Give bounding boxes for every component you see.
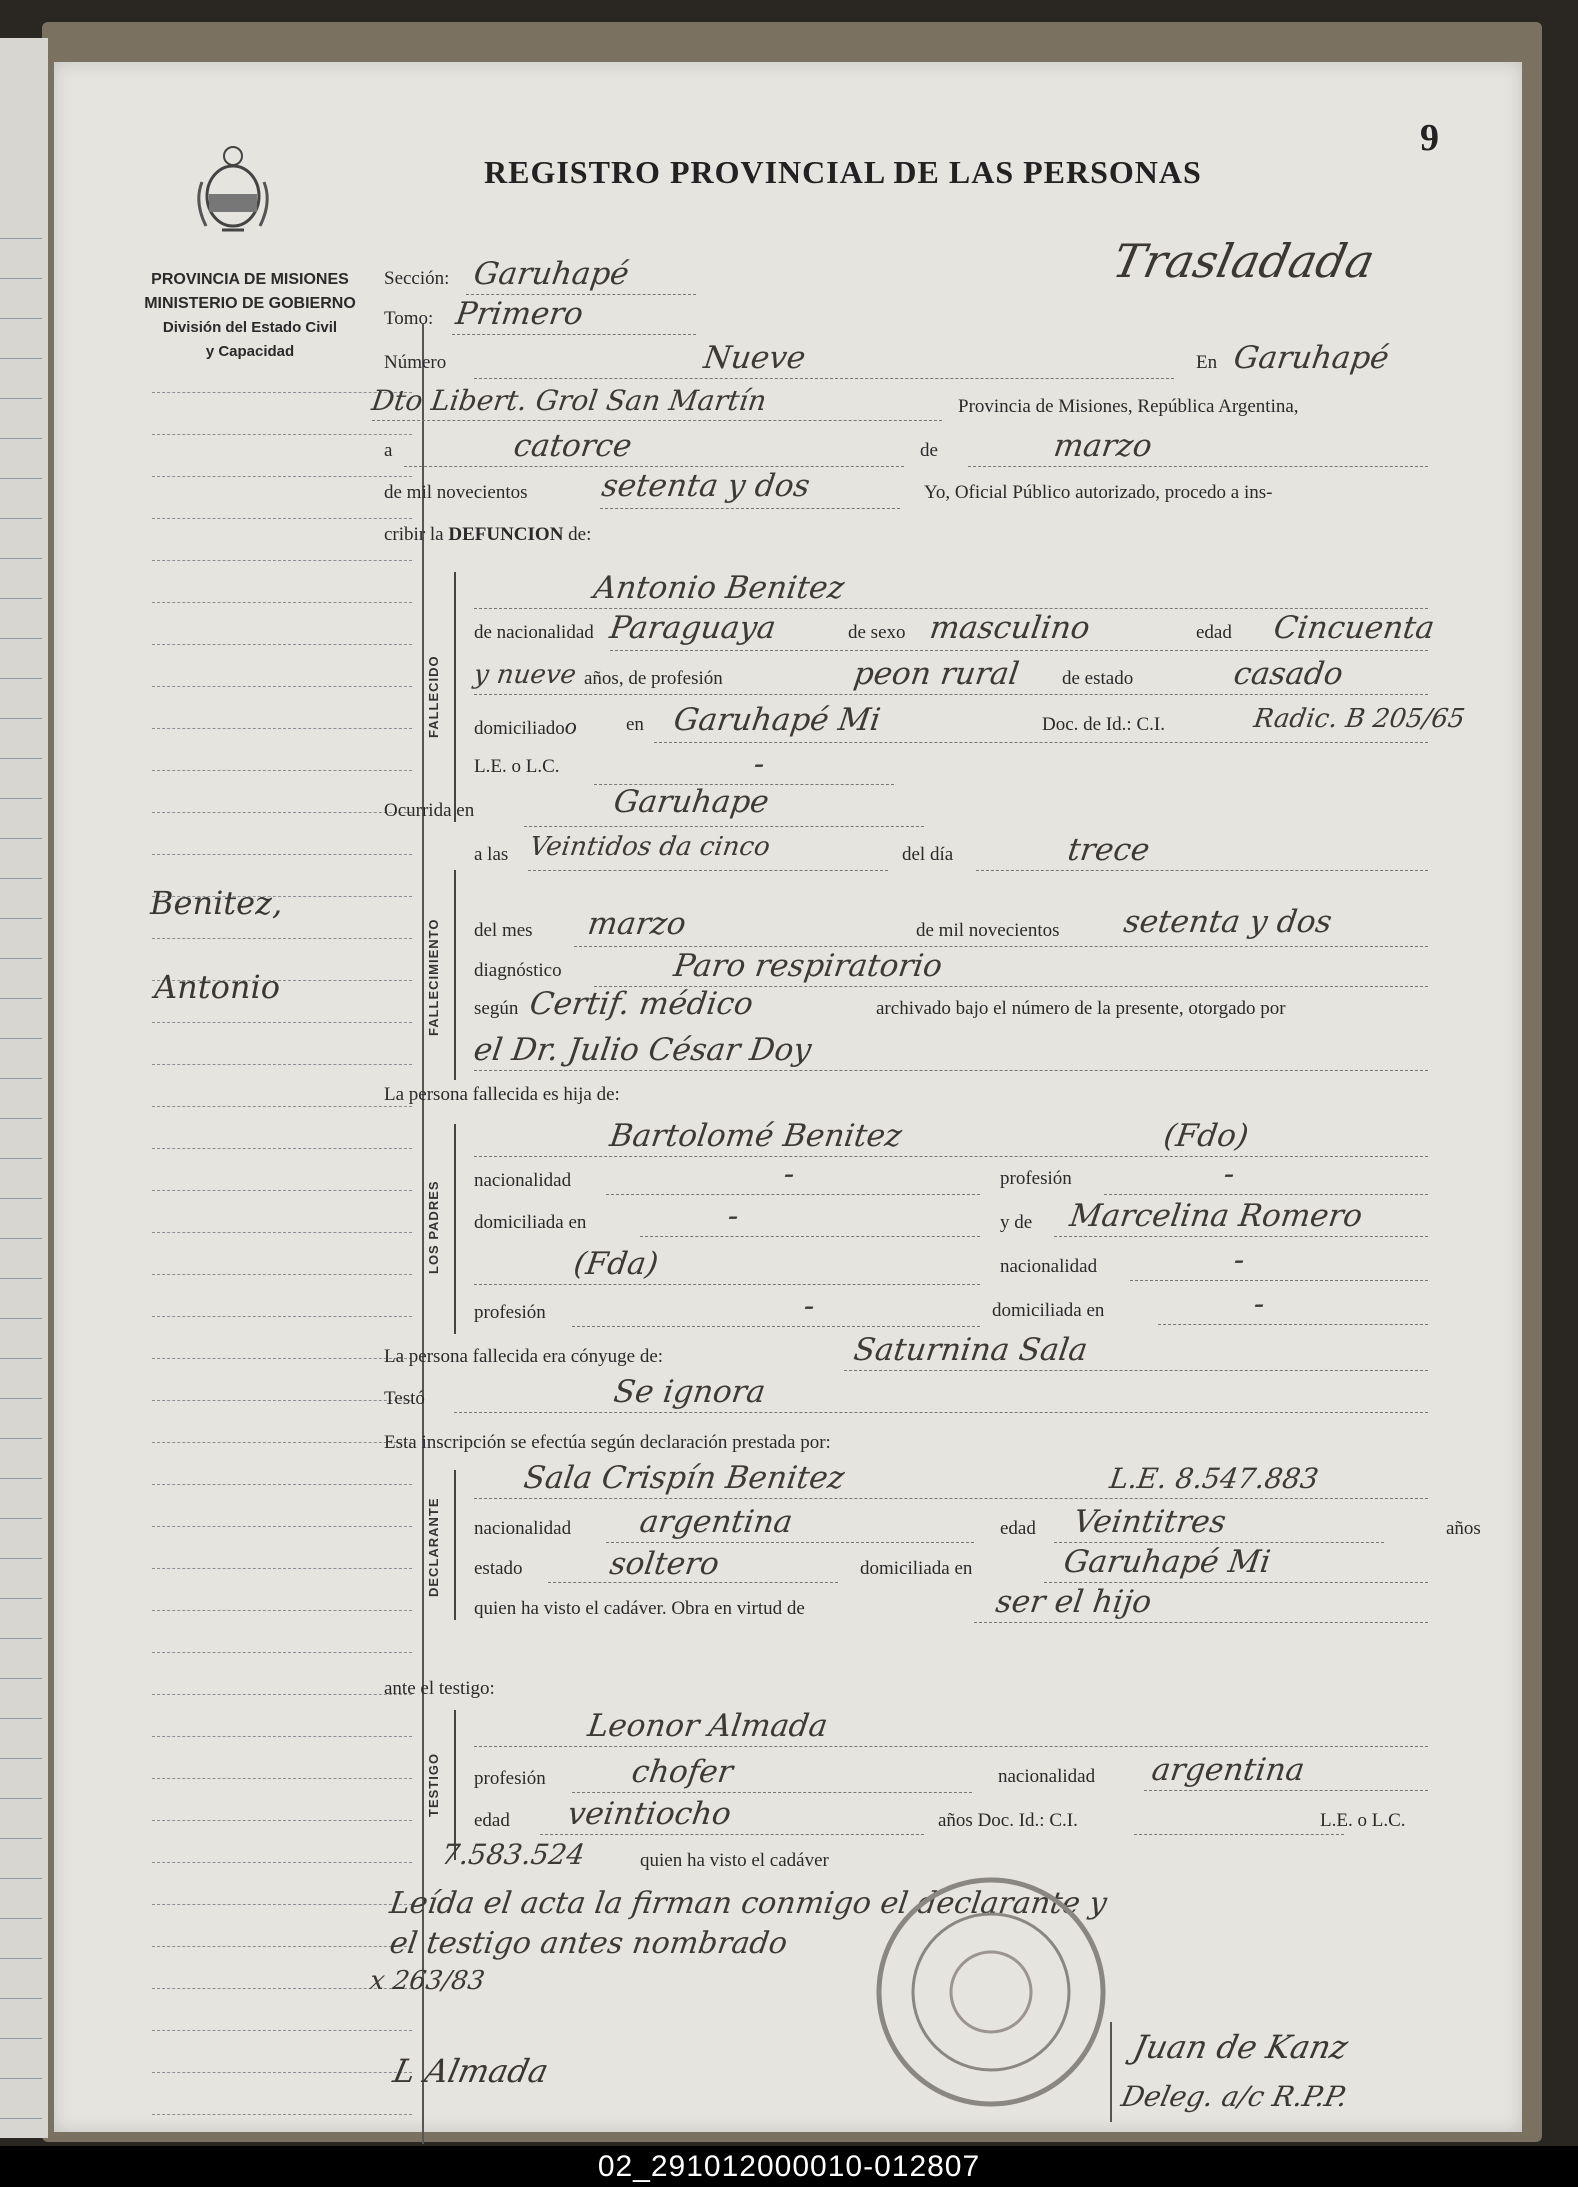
field-line (548, 1582, 838, 1583)
label-declarante-domiciliada: domiciliada en (860, 1558, 973, 1579)
left-page-rule-line (0, 1238, 42, 1239)
signature-oficial: Juan de Kanz (1129, 2028, 1352, 2066)
left-page-rule-line (0, 358, 42, 359)
margin-rule-line (152, 812, 412, 813)
ministry-line-1: PROVINCIA DE MISIONES (151, 271, 349, 288)
margin-rule-line (152, 1904, 412, 1905)
label-provincia: Provincia de Misiones, República Argentina, (958, 396, 1299, 417)
margin-given-name: Antonio (154, 968, 280, 1006)
left-page-rule-line (0, 718, 42, 719)
closing-line-3: x 263/83 (367, 1966, 487, 1996)
field-line (572, 1326, 980, 1327)
margin-rule-line (152, 1652, 412, 1653)
field-line (1104, 1194, 1428, 1195)
value-dia-fallecimiento: trece (1065, 832, 1152, 868)
margin-rule-line (152, 686, 412, 687)
left-page-rule-line (0, 958, 42, 959)
field-line (640, 1236, 980, 1237)
label-conyuge: La persona fallecida era cónyuge de: (384, 1346, 664, 1367)
value-testigo-edad: veintiocho (565, 1796, 734, 1832)
margin-ruled-column (152, 392, 412, 2152)
field-line (600, 508, 900, 509)
left-page-rule-line (0, 398, 42, 399)
label-ante-testigo: ante el testigo: (384, 1678, 495, 1699)
left-page-rule-line (0, 878, 42, 879)
left-page-rule-line (0, 1118, 42, 1119)
label-diagnostico: diagnóstico (474, 960, 562, 981)
margin-rule-line (152, 1484, 412, 1485)
left-page-rule-line (0, 1558, 42, 1559)
value-declarante-edad: Veintitres (1071, 1504, 1229, 1540)
label-en: En (1196, 352, 1218, 373)
value-declarante: Sala Crispín Benitez (521, 1460, 847, 1496)
value-madre: Marcelina Romero (1067, 1198, 1365, 1234)
value-estado: casado (1231, 656, 1346, 692)
margin-rule-line (152, 434, 412, 435)
value-edad: Cincuenta (1271, 610, 1437, 646)
value-le-lc: - (751, 746, 768, 782)
value-tomo: Primero (453, 296, 586, 332)
label-nacionalidad: de nacionalidad (474, 622, 594, 643)
left-page-rule-line (0, 2078, 42, 2079)
field-line (474, 1070, 1428, 1071)
left-page-rule-line (0, 1038, 42, 1039)
signature-testigo: L Almada (389, 2052, 552, 2090)
label-declarante-estado: estado (474, 1558, 523, 1579)
label-declarante-edad: edad (1000, 1518, 1036, 1539)
section-label-fallecido: FALLECIDO (426, 655, 441, 739)
left-page-rule-line (0, 758, 42, 759)
value-mes-fallecimiento: marzo (585, 906, 689, 942)
label-anos-doc: años Doc. Id.: C.I. (938, 1810, 1078, 1831)
left-page-rule-line (0, 998, 42, 999)
margin-rule-line (152, 1190, 412, 1191)
left-page-rule-line (0, 1518, 42, 1519)
field-line (372, 420, 942, 421)
value-madre-domicilio: - (1251, 1286, 1268, 1322)
value-segun: Certif. médico (527, 986, 756, 1022)
value-padre-domicilio: - (725, 1198, 742, 1234)
value-testigo-nacionalidad: argentina (1149, 1752, 1307, 1788)
value-sexo: masculino (927, 610, 1093, 646)
left-page-rule-line (0, 1598, 42, 1599)
value-madre-nacionalidad: - (1231, 1242, 1248, 1278)
margin-rule-line (152, 1022, 412, 1023)
image-caption: 02_291012000010-012807 (0, 2146, 1578, 2187)
label-del-dia: del día (902, 844, 954, 865)
value-testigo-profesion: chofer (629, 1754, 736, 1790)
label-quien-visto-2: quien ha visto el cadáver (640, 1850, 829, 1871)
margin-rule-line (152, 1274, 412, 1275)
ministry-header (110, 268, 390, 364)
margin-rule-line (152, 1232, 412, 1233)
field-line (524, 826, 924, 827)
left-page-rule-line (0, 1638, 42, 1639)
label-estado: de estado (1062, 668, 1134, 689)
left-page-rule-line (0, 558, 42, 559)
margin-rule-line (152, 770, 412, 771)
signature-oficial-title: Deleg. a/c R.P.P. (1118, 2080, 1351, 2113)
label-testigo-edad: edad (474, 1810, 510, 1831)
label-hija-de: La persona fallecida es hija de: (384, 1084, 620, 1105)
value-madre-fda: (Fda) (571, 1246, 661, 1282)
margin-rule-line (152, 1862, 412, 1863)
margin-rule-line (152, 1442, 412, 1443)
left-page-rule-line (0, 1678, 42, 1679)
field-line (404, 466, 904, 467)
label-del-mes: del mes (474, 920, 533, 941)
margin-rule-line (152, 1736, 412, 1737)
value-testigo: Leonor Almada (585, 1708, 830, 1744)
label-de-mil-fallecimiento: de mil novecientos (916, 920, 1060, 941)
label-en-domicilio: en (626, 714, 644, 735)
field-line (606, 1542, 974, 1543)
signature-stroke (1110, 2022, 1112, 2122)
label-ocurrida: Ocurrida en (384, 800, 475, 821)
left-page-rule-line (0, 518, 42, 519)
left-page-rule-line (0, 1358, 42, 1359)
value-anio-fallecimiento: setenta y dos (1121, 904, 1335, 940)
value-madre-profesion: - (801, 1288, 818, 1324)
value-ocurrida: Garuhape (611, 784, 772, 820)
label-numero: Número (384, 352, 447, 373)
section-bracket-padres (454, 1124, 456, 1334)
value-distrito: Dto Libert. Grol San Martín (369, 384, 769, 417)
label-anos: años (1446, 1518, 1481, 1539)
margin-rule-line (152, 2114, 412, 2115)
value-domicilio: Garuhapé Mi (671, 702, 883, 738)
value-nombre-fallecido: Antonio Benitez (591, 570, 847, 606)
label-sexo: de sexo (848, 622, 906, 643)
field-line (474, 608, 1428, 609)
left-page-rule-line (0, 1278, 42, 1279)
left-page-rule-line (0, 598, 42, 599)
left-page-rule-line (0, 2118, 42, 2119)
ministry-line-4: y Capacidad (205, 343, 295, 360)
field-line (572, 1792, 972, 1793)
field-line (968, 466, 1428, 467)
field-line (474, 1284, 980, 1285)
margin-rule-line (152, 518, 412, 519)
field-line (606, 1194, 980, 1195)
left-page-rule-line (0, 1478, 42, 1479)
left-page-rule-line (0, 1078, 42, 1079)
margin-rule-line (152, 1694, 412, 1695)
section-label-declarante: DECLARANTE (426, 1497, 441, 1597)
value-declarante-domicilio: Garuhapé Mi (1061, 1544, 1273, 1580)
left-page-rule-line (0, 478, 42, 479)
margin-rule-line (152, 644, 412, 645)
value-doc: Radic. B 205/65 (1251, 704, 1467, 734)
left-page-rule-line (0, 1398, 42, 1399)
margin-rule-line (152, 2072, 412, 2073)
label-madre-profesion: profesión (474, 1302, 546, 1323)
value-declarante-estado: soltero (607, 1546, 722, 1582)
value-numero: Nueve (701, 340, 808, 376)
field-line (454, 1412, 1428, 1413)
field-line (976, 870, 1428, 871)
left-page-rule-line (0, 1318, 42, 1319)
margin-rule-line (152, 1820, 412, 1821)
label-quien-visto: quien ha visto el cadáver. Obra en virtud de (474, 1598, 805, 1619)
left-page-rule-line (0, 1438, 42, 1439)
register-page (54, 62, 1522, 2132)
label-seccion: Sección: (384, 268, 450, 289)
field-line (610, 650, 1428, 651)
label-y-de: y de (1000, 1212, 1033, 1233)
field-line (452, 334, 696, 335)
margin-rule-line (152, 2030, 412, 2031)
vertical-divider (422, 324, 424, 2144)
margin-rule-line (152, 1610, 412, 1611)
left-page-rule-line (0, 1798, 42, 1799)
left-page-rule-line (0, 638, 42, 639)
section-bracket-fallecimiento (454, 870, 456, 1080)
label-testigo-nacionalidad: nacionalidad (998, 1766, 1096, 1787)
left-page-rule-line (0, 238, 42, 239)
left-page-rule-line (0, 2038, 42, 2039)
margin-rule-line (152, 1316, 412, 1317)
label-declarante-nacionalidad: nacionalidad (474, 1518, 572, 1539)
margin-rule-line (152, 1400, 412, 1401)
section-bracket-declarante (454, 1470, 456, 1620)
value-padre: Bartolomé Benitez (607, 1118, 905, 1154)
value-diagnostico: Paro respiratorio (671, 948, 945, 984)
field-line (844, 1370, 1428, 1371)
label-testo: Testó (384, 1388, 425, 1409)
margin-rule-line (152, 476, 412, 477)
value-conyuge: Saturnina Sala (851, 1332, 1090, 1368)
value-edad-2: y nueve (471, 660, 579, 690)
section-bracket-fallecido (454, 572, 456, 822)
label-padre-domiciliada: domiciliada en (474, 1212, 587, 1233)
margin-rule-line (152, 938, 412, 939)
value-lugar: Garuhapé (1231, 340, 1392, 376)
section-label-padres: LOS PADRES (426, 1180, 441, 1274)
margin-rule-line (152, 854, 412, 855)
value-declarante-doc: L.E. 8.547.883 (1107, 1462, 1321, 1495)
field-line (540, 1834, 924, 1835)
page-number: 9 (1420, 117, 1439, 159)
field-line (1158, 1324, 1428, 1325)
field-line (474, 1746, 1428, 1747)
closing-line-2: el testigo antes nombrado (387, 1926, 790, 1961)
coat-of-arms-seal (192, 142, 274, 238)
value-testo: Se ignora (611, 1374, 768, 1410)
label-inscripcion: Esta inscripción se efectúa según declaración prestada por: (384, 1432, 831, 1453)
margin-rule-line (152, 1064, 412, 1065)
left-page-rule-line (0, 838, 42, 839)
left-page-rule-line (0, 1158, 42, 1159)
value-padre-fdo: (Fdo) (1161, 1118, 1251, 1154)
value-mes: marzo (1051, 428, 1155, 464)
field-line (1054, 1542, 1384, 1543)
margin-rule-line (152, 728, 412, 729)
ministry-line-3: División del Estado Civil (162, 319, 338, 336)
value-profesion: peon rural (851, 656, 1022, 692)
field-line (654, 742, 1428, 743)
label-testigo-profesion: profesión (474, 1768, 546, 1789)
label-tomo: Tomo: (384, 308, 434, 329)
left-page-rule-line (0, 918, 42, 919)
value-hora: Veintidos da cinco (527, 832, 772, 862)
margin-rule-line (152, 1946, 412, 1947)
margin-rule-line (152, 1778, 412, 1779)
label-edad: edad (1196, 622, 1232, 643)
label-archivado: archivado bajo el número de la presente, otorgado por (876, 998, 1286, 1019)
value-nacionalidad: Paraguaya (607, 610, 779, 646)
margin-rule-line (152, 602, 412, 603)
left-page-rule-line (0, 1838, 42, 1839)
left-page-rule-line (0, 438, 42, 439)
field-line (1144, 1790, 1428, 1791)
label-yo-oficial: Yo, Oficial Público autorizado, procedo a ins- (924, 482, 1273, 503)
label-anos-profesion: años, de profesión (584, 668, 723, 689)
label-madre-nacionalidad: nacionalidad (1000, 1256, 1098, 1277)
label-padre-nacionalidad: nacionalidad (474, 1170, 572, 1191)
margin-rule-line (152, 1106, 412, 1107)
margin-surname: Benitez, (150, 884, 283, 922)
left-page-rule-line (0, 1918, 42, 1919)
left-page-rule-line (0, 278, 42, 279)
field-line (528, 870, 888, 871)
label-padre-profesion: profesión (1000, 1168, 1072, 1189)
label-a: a (384, 440, 393, 461)
field-line (974, 1622, 1428, 1623)
label-de: de (920, 440, 938, 461)
value-testigo-doc: 7.583.524 (439, 1838, 587, 1871)
field-line (574, 946, 1428, 947)
value-dia: catorce (511, 428, 635, 464)
field-line (474, 1498, 1428, 1499)
left-page-rule-line (0, 318, 42, 319)
label-domiciliado: domiciliadoo (474, 714, 577, 740)
field-line (1130, 1280, 1428, 1281)
value-anio: setenta y dos (599, 468, 813, 504)
field-line (1134, 1834, 1344, 1835)
section-label-testigo: TESTIGO (426, 1752, 441, 1818)
left-page-rule-line (0, 678, 42, 679)
previous-page-edge (0, 38, 48, 2138)
left-page-rule-line (0, 1998, 42, 1999)
margin-rule-line (152, 1526, 412, 1527)
label-segun: según (474, 998, 519, 1019)
left-page-rule-line (0, 1958, 42, 1959)
ministry-line-2: MINISTERIO DE GOBIERNO (144, 295, 356, 312)
margin-rule-line (152, 1358, 412, 1359)
field-line (474, 1156, 1428, 1157)
value-declarante-nacionalidad: argentina (637, 1504, 795, 1540)
value-padre-nacionalidad: - (781, 1156, 798, 1192)
label-testigo-le-lc: L.E. o L.C. (1320, 1810, 1406, 1831)
page-title: REGISTRO PROVINCIAL DE LAS PERSONAS (484, 154, 1202, 190)
left-page-rule-line (0, 1718, 42, 1719)
margin-rule-line (152, 560, 412, 561)
left-page-rule-line (0, 1758, 42, 1759)
label-inscribir: cribir la DEFUNCION de: (384, 524, 592, 545)
value-medico: el Dr. Julio César Doy (471, 1032, 814, 1068)
value-seccion: Garuhapé (471, 256, 632, 292)
margin-rule-line (152, 1148, 412, 1149)
field-line (1044, 1582, 1428, 1583)
label-madre-domiciliada: domiciliada en (992, 1300, 1105, 1321)
left-page-rule-line (0, 1198, 42, 1199)
official-stamp (866, 1867, 1116, 2117)
field-line (1054, 1236, 1428, 1237)
header-annotation: Trasladada (1108, 234, 1380, 288)
closing-line-1: Leída el acta la firman conmigo el declarante y (387, 1886, 1109, 1921)
label-doc-id: Doc. de Id.: C.I. (1042, 714, 1165, 735)
margin-rule-line (152, 1568, 412, 1569)
field-line (466, 294, 696, 295)
left-page-rule-line (0, 1878, 42, 1879)
section-label-fallecimiento: FALLECIMIENTO (426, 918, 441, 1036)
field-line (474, 378, 1174, 379)
label-de-mil: de mil novecientos (384, 482, 528, 503)
label-a-las: a las (474, 844, 509, 865)
label-le-lc: L.E. o L.C. (474, 756, 560, 777)
field-line (474, 694, 1428, 695)
value-declarante-virtud: ser el hijo (993, 1584, 1154, 1620)
value-padre-profesion: - (1221, 1156, 1238, 1192)
left-page-rule-line (0, 798, 42, 799)
